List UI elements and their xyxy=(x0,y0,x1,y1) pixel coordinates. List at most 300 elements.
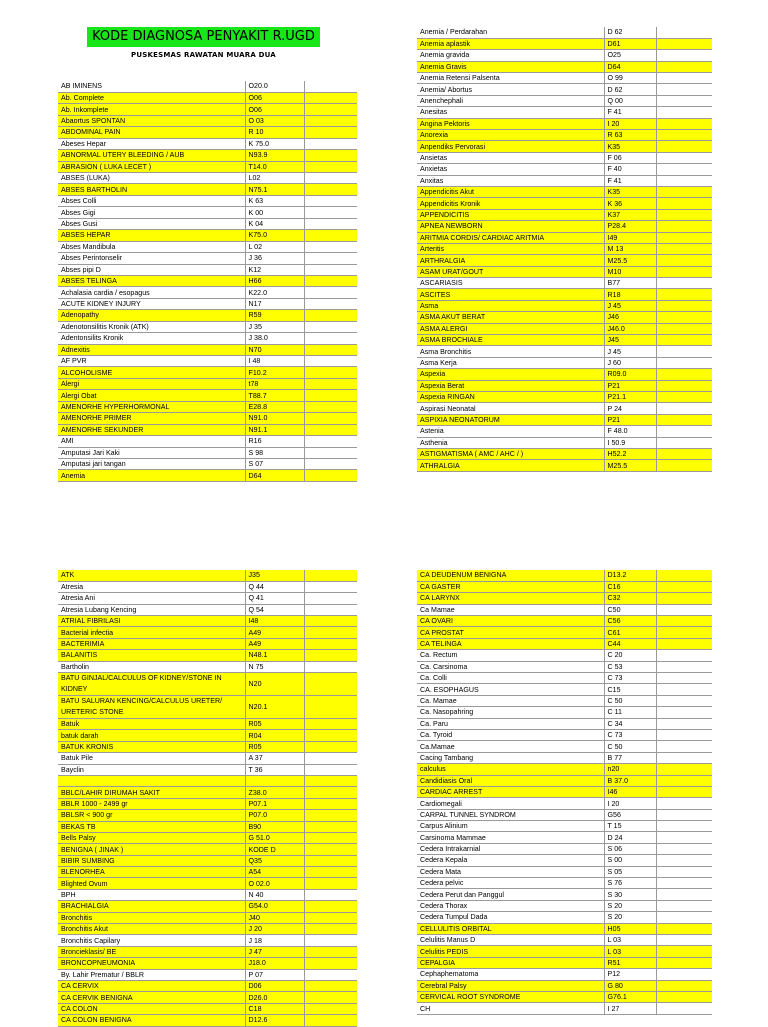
empty-cell xyxy=(304,787,357,798)
diagnosis-name: ABRASION ( LUKA LECET ) xyxy=(58,161,245,172)
table-row xyxy=(417,346,712,357)
empty-cell xyxy=(656,604,712,615)
diagnosis-code: n20 xyxy=(604,764,656,775)
diagnosis-code: C16 xyxy=(604,581,656,592)
empty-cell xyxy=(304,218,357,229)
diagnosis-code: P 07 xyxy=(245,969,304,980)
empty-cell xyxy=(304,184,357,195)
diagnosis-name: CELLULITIS ORBITAL xyxy=(417,923,604,934)
diagnosis-code: J 60 xyxy=(604,357,656,368)
empty-cell xyxy=(656,175,712,186)
diagnosis-name: Anemia Gravis xyxy=(417,61,604,72)
table-row xyxy=(417,866,712,877)
diagnosis-name: Adnexitis xyxy=(58,344,245,355)
diagnosis-code: N 75 xyxy=(245,661,304,672)
diagnosis-code: N20.1 xyxy=(245,696,304,719)
table-row xyxy=(58,912,357,923)
table-row xyxy=(58,195,357,206)
diagnosis-code: KODE D xyxy=(245,844,304,855)
diagnosis-code: C50 xyxy=(604,604,656,615)
table-row xyxy=(58,344,357,355)
empty-cell xyxy=(304,287,357,298)
empty-cell xyxy=(656,616,712,627)
diagnosis-name: CA TELINGA xyxy=(417,638,604,649)
table-row xyxy=(58,661,357,672)
table-row xyxy=(58,958,357,969)
diagnosis-code: J40 xyxy=(245,912,304,923)
empty-cell xyxy=(304,150,357,161)
diagnosis-name: CARPAL TUNNEL SYNDROM xyxy=(417,809,604,820)
diagnosis-name: Cedera Mata xyxy=(417,866,604,877)
table-row xyxy=(58,1015,357,1026)
empty-cell xyxy=(304,298,357,309)
table-row xyxy=(58,287,357,298)
table-row xyxy=(58,832,357,843)
empty-cell xyxy=(656,232,712,243)
diagnosis-code: C44 xyxy=(604,638,656,649)
empty-cell xyxy=(656,198,712,209)
table-row xyxy=(417,627,712,638)
diagnosis-code: K12 xyxy=(245,264,304,275)
empty-cell xyxy=(656,164,712,175)
diagnosis-code: K 00 xyxy=(245,207,304,218)
table-row xyxy=(417,414,712,425)
empty-cell xyxy=(656,695,712,706)
table-row xyxy=(58,593,357,604)
table-row xyxy=(417,809,712,820)
diagnosis-name: Asthenia xyxy=(417,437,604,448)
diagnosis-name: ACUTE KIDNEY INJURY xyxy=(58,298,245,309)
table-row xyxy=(58,696,357,719)
diagnosis-name: Anemia aplastik xyxy=(417,38,604,49)
diagnosis-code: C56 xyxy=(604,616,656,627)
empty-cell xyxy=(304,867,357,878)
diagnosis-code: L02 xyxy=(245,173,304,184)
diagnosis-code: K 75.0 xyxy=(245,138,304,149)
table-row xyxy=(417,752,712,763)
diagnosis-code: G 51.0 xyxy=(245,832,304,843)
diagnosis-name: ARTHRALGIA xyxy=(417,255,604,266)
diagnosis-code: J 47 xyxy=(245,946,304,957)
diagnosis-name: Cephaphematoma xyxy=(417,969,604,980)
diagnosis-name: BACTERIMIA xyxy=(58,638,245,649)
diagnosis-code: K35 xyxy=(604,141,656,152)
diagnosis-name: Appendicitis Akut xyxy=(417,186,604,197)
diagnosis-name: CEPALGIA xyxy=(417,957,604,968)
diagnosis-code: H52.2 xyxy=(604,448,656,459)
table-row xyxy=(417,266,712,277)
diagnosis-name: BBLSR < 900 gr xyxy=(58,810,245,821)
diagnosis-code: I 48 xyxy=(245,356,304,367)
empty-cell xyxy=(656,786,712,797)
diagnosis-code: B77 xyxy=(604,278,656,289)
diagnosis-name: Bacterial infectia xyxy=(58,627,245,638)
table-row xyxy=(417,991,712,1002)
diagnosis-name: BALANITIS xyxy=(58,650,245,661)
table-row xyxy=(58,207,357,218)
diagnosis-name: APPENDICITIS xyxy=(417,209,604,220)
empty-cell xyxy=(656,900,712,911)
diagnosis-code: S 07 xyxy=(245,458,304,469)
empty-cell xyxy=(656,923,712,934)
table-row xyxy=(58,719,357,730)
diagnosis-code: S 06 xyxy=(604,843,656,854)
diagnosis-name: Ab. Complete xyxy=(58,92,245,103)
diagnosis-code: J46 xyxy=(604,312,656,323)
table-row xyxy=(58,581,357,592)
diagnosis-code: K 04 xyxy=(245,218,304,229)
table-row xyxy=(417,95,712,106)
empty-cell xyxy=(656,935,712,946)
empty-cell xyxy=(304,741,357,752)
diagnosis-code: C32 xyxy=(604,593,656,604)
diagnosis-name: AB IMINENS xyxy=(58,81,245,92)
table-row xyxy=(417,570,712,581)
empty-cell xyxy=(304,992,357,1003)
table-row xyxy=(58,413,357,424)
diagnosis-code: C 50 xyxy=(604,695,656,706)
diagnosis-code: I 20 xyxy=(604,798,656,809)
table-row xyxy=(58,436,357,447)
diagnosis-code: N17 xyxy=(245,298,304,309)
diagnosis-name: AMI xyxy=(58,436,245,447)
empty-cell xyxy=(304,810,357,821)
diagnosis-name: calculus xyxy=(417,764,604,775)
table-row xyxy=(417,186,712,197)
diagnosis-code: N91.1 xyxy=(245,424,304,435)
table-row xyxy=(58,969,357,980)
empty-cell xyxy=(656,38,712,49)
diagnosis-code: K75.0 xyxy=(245,230,304,241)
empty-cell xyxy=(656,141,712,152)
table-row xyxy=(58,901,357,912)
diagnosis-name: Celulitis Manus D xyxy=(417,935,604,946)
diagnosis-code: P21 xyxy=(604,380,656,391)
empty-cell xyxy=(656,718,712,729)
table-row xyxy=(58,810,357,821)
table-row xyxy=(417,323,712,334)
table-row xyxy=(417,912,712,923)
diagnosis-name: BATU SALURAN KENCING/CALCULUS URETER/ URETERIC STONE xyxy=(58,696,245,719)
diagnosis-name xyxy=(58,775,245,786)
diagnosis-code: O 02.0 xyxy=(245,878,304,889)
table-row xyxy=(417,460,712,471)
empty-cell xyxy=(304,104,357,115)
diagnosis-name: Broncieklasis/ BE xyxy=(58,946,245,957)
diagnosis-code: Z38.0 xyxy=(245,787,304,798)
empty-cell xyxy=(304,616,357,627)
empty-cell xyxy=(656,821,712,832)
empty-cell xyxy=(656,369,712,380)
empty-cell xyxy=(656,95,712,106)
empty-cell xyxy=(304,627,357,638)
table-row xyxy=(417,604,712,615)
empty-cell xyxy=(304,321,357,332)
table-row xyxy=(58,230,357,241)
diagnosis-name: Amputasi jari tangan xyxy=(58,458,245,469)
empty-cell xyxy=(304,798,357,809)
diagnosis-name: ASAM URAT/GOUT xyxy=(417,266,604,277)
diagnosis-code: R 10 xyxy=(245,127,304,138)
table-row xyxy=(58,104,357,115)
table-row xyxy=(58,138,357,149)
table-row xyxy=(58,253,357,264)
diagnosis-code: G76.1 xyxy=(604,991,656,1002)
diagnosis-name: Bronchitis Capilary xyxy=(58,935,245,946)
table-row xyxy=(417,900,712,911)
empty-cell xyxy=(304,458,357,469)
table-row xyxy=(417,118,712,129)
empty-cell xyxy=(656,673,712,684)
diagnosis-name: CARDIAC ARREST xyxy=(417,786,604,797)
diagnosis-code: N48.1 xyxy=(245,650,304,661)
diagnosis-name: ABSES BARTHOLIN xyxy=(58,184,245,195)
diagnosis-name: Anemia xyxy=(58,470,245,481)
table-row xyxy=(417,638,712,649)
empty-cell xyxy=(304,241,357,252)
diagnosis-name: Cedera Intrakarnial xyxy=(417,843,604,854)
diagnosis-code: t78 xyxy=(245,378,304,389)
empty-cell xyxy=(304,593,357,604)
table-row xyxy=(417,335,712,346)
diagnosis-name: BEKAS TB xyxy=(58,821,245,832)
empty-cell xyxy=(304,275,357,286)
empty-cell xyxy=(656,186,712,197)
diagnosis-code: R16 xyxy=(245,436,304,447)
empty-cell xyxy=(656,912,712,923)
empty-cell xyxy=(656,729,712,740)
diagnosis-name: ASCITES xyxy=(417,289,604,300)
table-row xyxy=(417,855,712,866)
diagnosis-name: CH xyxy=(417,1003,604,1014)
empty-cell xyxy=(304,447,357,458)
empty-cell xyxy=(656,946,712,957)
diagnosis-name: Atresia Lubang Kencing xyxy=(58,604,245,615)
table-row xyxy=(417,593,712,604)
diagnosis-name: Anemia/ Abortus xyxy=(417,84,604,95)
diagnosis-code: S 00 xyxy=(604,855,656,866)
diagnosis-name: BATUK KRONIS xyxy=(58,741,245,752)
diagnosis-name: AF PVR xyxy=(58,356,245,367)
diagnosis-code: Q35 xyxy=(245,855,304,866)
diagnosis-code: C 11 xyxy=(604,707,656,718)
diagnosis-name: ABDOMINAL PAIN xyxy=(58,127,245,138)
empty-cell xyxy=(656,27,712,38)
table-row xyxy=(58,844,357,855)
empty-cell xyxy=(656,289,712,300)
empty-cell xyxy=(304,81,357,92)
diagnosis-code: C 50 xyxy=(604,741,656,752)
table-row xyxy=(417,209,712,220)
diagnosis-code: R05 xyxy=(245,741,304,752)
table-row xyxy=(417,1003,712,1014)
diagnosis-code: T88.7 xyxy=(245,390,304,401)
empty-cell xyxy=(304,264,357,275)
empty-cell xyxy=(656,991,712,1002)
diagnosis-code: S 20 xyxy=(604,912,656,923)
diagnosis-name: CA CERVIK BENIGNA xyxy=(58,992,245,1003)
diagnosis-code: D61 xyxy=(604,38,656,49)
empty-cell xyxy=(304,424,357,435)
diagnosis-name: Appendicitis Kronik xyxy=(417,198,604,209)
diagnosis-name: Cerebral Palsy xyxy=(417,980,604,991)
empty-cell xyxy=(656,752,712,763)
empty-cell xyxy=(304,912,357,923)
diagnosis-name: batuk darah xyxy=(58,730,245,741)
table-row xyxy=(417,650,712,661)
diagnosis-code: J 20 xyxy=(245,924,304,935)
diagnosis-name: ABSES (LUKA) xyxy=(58,173,245,184)
diagnosis-code: C 73 xyxy=(604,729,656,740)
empty-cell xyxy=(304,719,357,730)
empty-cell xyxy=(656,243,712,254)
empty-cell xyxy=(304,1003,357,1014)
table-row xyxy=(58,275,357,286)
empty-cell xyxy=(656,661,712,672)
empty-cell xyxy=(304,138,357,149)
diagnosis-name: Anpendiks Pervorasi xyxy=(417,141,604,152)
diagnosis-code: G56 xyxy=(604,809,656,820)
diagnosis-name: Carsinoma Mammae xyxy=(417,832,604,843)
diagnosis-name: Ca. Rectum xyxy=(417,650,604,661)
empty-cell xyxy=(304,344,357,355)
empty-cell xyxy=(304,570,357,581)
diagnosis-code: D13.2 xyxy=(604,570,656,581)
empty-cell xyxy=(304,753,357,764)
diagnosis-code: S 98 xyxy=(245,447,304,458)
table-row xyxy=(417,729,712,740)
diagnosis-name: CA CERVIX xyxy=(58,981,245,992)
empty-cell xyxy=(656,1003,712,1014)
diagnosis-name: Carpus Alinium xyxy=(417,821,604,832)
diagnosis-name: Abses pipi D xyxy=(58,264,245,275)
table-row xyxy=(58,741,357,752)
diagnosis-code: C18 xyxy=(245,1003,304,1014)
diagnosis-name: AMENORHE SEKUNDER xyxy=(58,424,245,435)
diagnosis-name: ASMA BROCHIALE xyxy=(417,335,604,346)
diagnosis-name: Abses Gigi xyxy=(58,207,245,218)
diagnosis-code: J45 xyxy=(604,335,656,346)
empty-cell xyxy=(656,403,712,414)
diagnosis-code: J 45 xyxy=(604,346,656,357)
table-row xyxy=(58,764,357,775)
diagnosis-code: F 48.0 xyxy=(604,426,656,437)
empty-cell xyxy=(304,470,357,481)
diagnosis-code: O25 xyxy=(604,50,656,61)
diagnosis-name: Cacing Tambang xyxy=(417,752,604,763)
diagnosis-code: J 45 xyxy=(604,300,656,311)
table-row xyxy=(58,604,357,615)
diagnosis-code: Q 41 xyxy=(245,593,304,604)
empty-cell xyxy=(656,380,712,391)
empty-cell xyxy=(304,161,357,172)
empty-cell xyxy=(304,764,357,775)
diagnosis-name: Anxietas xyxy=(417,164,604,175)
table-row xyxy=(58,855,357,866)
diagnosis-name: CA COLON xyxy=(58,1003,245,1014)
table-row xyxy=(58,184,357,195)
empty-cell xyxy=(656,107,712,118)
diagnosis-name: ATK xyxy=(58,570,245,581)
empty-cell xyxy=(656,581,712,592)
diagnosis-code: H05 xyxy=(604,923,656,934)
table-row xyxy=(417,821,712,832)
empty-cell xyxy=(656,152,712,163)
diagnosis-name: CA LARYNX xyxy=(417,593,604,604)
empty-cell xyxy=(304,855,357,866)
table-row xyxy=(58,570,357,581)
diagnosis-name: Asma xyxy=(417,300,604,311)
diagnosis-name: Aspirasi Neonatal xyxy=(417,403,604,414)
table-row xyxy=(417,923,712,934)
empty-cell xyxy=(304,673,357,696)
empty-cell xyxy=(304,378,357,389)
diagnosis-code: J46.0 xyxy=(604,323,656,334)
table-row xyxy=(58,150,357,161)
diagnosis-code: C 34 xyxy=(604,718,656,729)
table-row xyxy=(417,437,712,448)
table-row xyxy=(58,992,357,1003)
diagnosis-code: O 99 xyxy=(604,73,656,84)
diagnosis-code: C 53 xyxy=(604,661,656,672)
empty-cell xyxy=(656,61,712,72)
diagnosis-code: P12 xyxy=(604,969,656,980)
diagnosis-code: N70 xyxy=(245,344,304,355)
diagnosis-name: Asma Kerja xyxy=(417,357,604,368)
diagnosis-name: ATRIAL FIBRILASI xyxy=(58,616,245,627)
table-row xyxy=(58,321,357,332)
diagnosis-code: T 36 xyxy=(245,764,304,775)
diagnosis-table-2 xyxy=(417,27,712,472)
empty-cell xyxy=(304,253,357,264)
diagnosis-name: Atresia xyxy=(58,581,245,592)
empty-cell xyxy=(304,946,357,957)
empty-cell xyxy=(304,390,357,401)
empty-cell xyxy=(304,173,357,184)
table-row xyxy=(417,832,712,843)
diagnosis-code: G 80 xyxy=(604,980,656,991)
table-row xyxy=(58,981,357,992)
diagnosis-name: Cedera Tumpul Dada xyxy=(417,912,604,923)
diagnosis-name: Arteritis xyxy=(417,243,604,254)
diagnosis-code: H66 xyxy=(245,275,304,286)
diagnosis-code: D 24 xyxy=(604,832,656,843)
empty-cell xyxy=(656,889,712,900)
table-row xyxy=(58,673,357,696)
diagnosis-code: Q 54 xyxy=(245,604,304,615)
diagnosis-code: K 63 xyxy=(245,195,304,206)
table-row xyxy=(417,684,712,695)
diagnosis-name: Anxitas xyxy=(417,175,604,186)
diagnosis-name: Cedera Thorax xyxy=(417,900,604,911)
diagnosis-name: BPH xyxy=(58,889,245,900)
diagnosis-name: CERVICAL ROOT SYNDROME xyxy=(417,991,604,1002)
empty-cell xyxy=(656,448,712,459)
diagnosis-code: I46 xyxy=(604,786,656,797)
diagnosis-code: P07.1 xyxy=(245,798,304,809)
empty-cell xyxy=(656,255,712,266)
diagnosis-code: Q 44 xyxy=(245,581,304,592)
diagnosis-name: Anemia gravida xyxy=(417,50,604,61)
diagnosis-code: L 03 xyxy=(604,935,656,946)
diagnosis-code: D26.0 xyxy=(245,992,304,1003)
empty-cell xyxy=(304,924,357,935)
empty-cell xyxy=(656,878,712,889)
diagnosis-name: ABSES TELINGA xyxy=(58,275,245,286)
table-row xyxy=(58,298,357,309)
empty-cell xyxy=(304,436,357,447)
diagnosis-code xyxy=(245,775,304,786)
